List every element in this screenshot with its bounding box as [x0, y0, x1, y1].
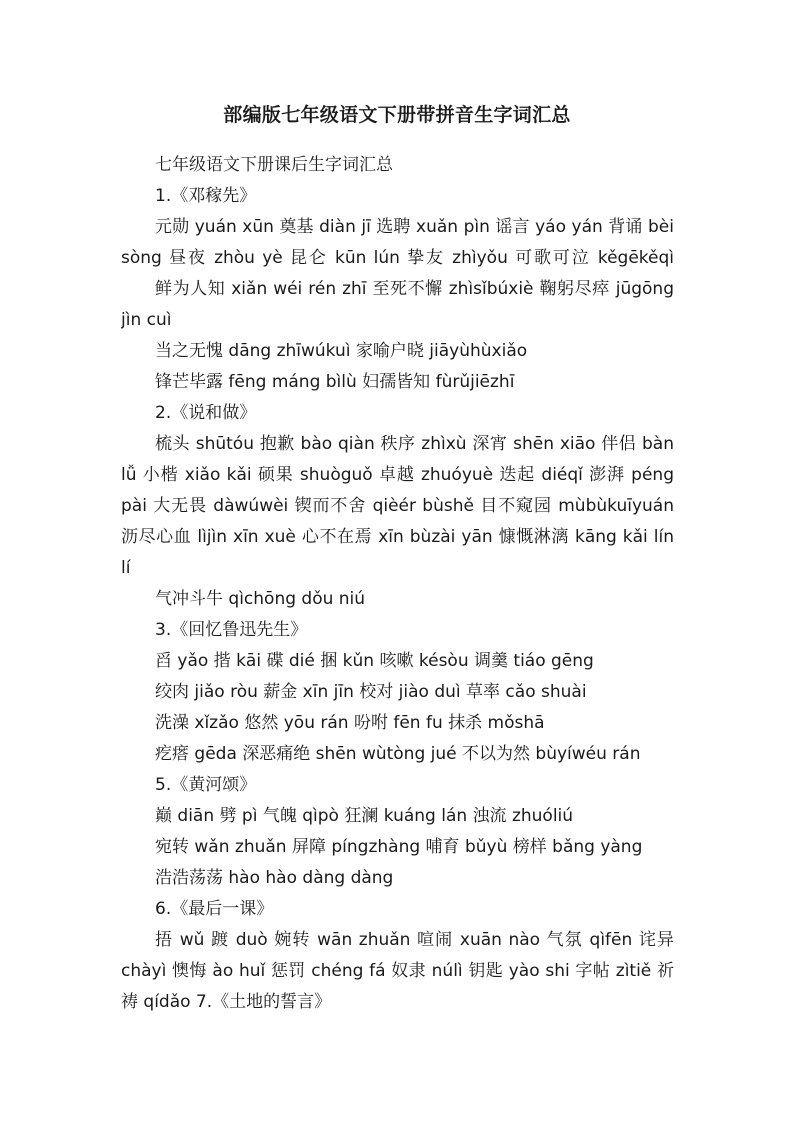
text-line: 浩浩荡荡 hào hào dàng dàng	[155, 868, 394, 888]
text-line: 绞肉 jiǎo ròu 薪金 xīn jīn 校对 jiào duì 草率 cǎo shuài	[155, 682, 587, 702]
document-body	[121, 150, 674, 1018]
lesson-heading: 1.《邓稼先》	[155, 186, 257, 206]
text-line: 巅 diān 劈 pì 气魄 qìpò 狂澜 kuáng lán 浊流 zhuóliú	[155, 806, 574, 826]
text-line: sòng 昼夜 zhòu yè 昆仑 kūn lún 挚友 zhìyǒu 可歌可泣 kěgēkěqì	[121, 248, 674, 268]
text-line: 疙瘩 gēda 深恶痛绝 shēn wùtòng jué 不以为然 bùyíwéu rán	[155, 744, 641, 764]
text-line: lǚ 小楷 xiǎo kǎi 硕果 shuòguǒ 卓越 zhuóyuè 迭起 diéqǐ 澎湃 péng	[121, 465, 674, 485]
text-line: pài 大无畏 dàwúwèi 锲而不舍 qièér bùshě 目不窥园 mùbùkuīyuán	[121, 496, 674, 516]
text-line: 锋芒毕露 fēng máng bìlù 妇孺皆知 fùrǔjiēzhī	[155, 372, 515, 392]
text-line: 捂 wǔ 踱 duò 婉转 wān zhuǎn 喧闹 xuān nào 气氛 qìfēn 诧异	[155, 930, 674, 950]
text-line: lí	[121, 558, 131, 578]
document-title: 部编版七年级语文下册带拼音生字词汇总	[223, 104, 571, 126]
section-subtitle: 七年级语文下册课后生字词汇总	[155, 155, 393, 175]
text-line: 气冲斗牛 qìchōng dǒu niú	[155, 589, 366, 609]
lesson-heading: 2.《说和做》	[155, 403, 257, 423]
lesson-heading: 6.《最后一课》	[155, 899, 274, 919]
text-line: 舀 yǎo 揩 kāi 碟 dié 捆 kǔn 咳嗽 késòu 调羹 tiáo gēng	[155, 651, 594, 671]
lesson-heading: 5.《黄河颂》	[155, 775, 257, 795]
text-line: 梳头 shūtóu 抱歉 bào qiàn 秩序 zhìxù 深宵 shēn xiāo 伴侣 bàn	[155, 434, 674, 454]
text-line: 元勋 yuán xūn 奠基 diàn jī 选聘 xuǎn pìn 谣言 yáo yán 背诵 bèi	[155, 217, 674, 237]
text-line: 洗澡 xǐzǎo 悠然 yōu rán 吩咐 fēn fu 抹杀 mǒshā	[155, 713, 545, 733]
text-line: jìn cuì	[121, 310, 172, 330]
text-line: 当之无愧 dāng zhīwúkuì 家喻户晓 jiāyùhùxiǎo	[155, 341, 528, 361]
text-line: 沥尽心血 lìjìn xīn xuè 心不在焉 xīn bùzài yān 慷慨淋漓 kāng kǎi lín	[121, 527, 674, 547]
lesson-heading: 3.《回忆鲁迅先生》	[155, 620, 308, 640]
text-line: 宛转 wǎn zhuǎn 屏障 píngzhàng 哺育 bǔyù 榜样 bǎng yàng	[155, 837, 643, 857]
text-line: 祷 qídǎo 7.《土地的誓言》	[121, 992, 332, 1012]
text-line: chàyì 懊悔 ào huǐ 惩罚 chéng fá 奴隶 núlì 钥匙 yào shi 字帖 zìtiě 祈	[121, 961, 674, 981]
text-line: 鲜为人知 xiǎn wéi rén zhī 至死不懈 zhìsǐbúxiè 鞠躬尽瘁 jūgōng	[155, 279, 674, 299]
